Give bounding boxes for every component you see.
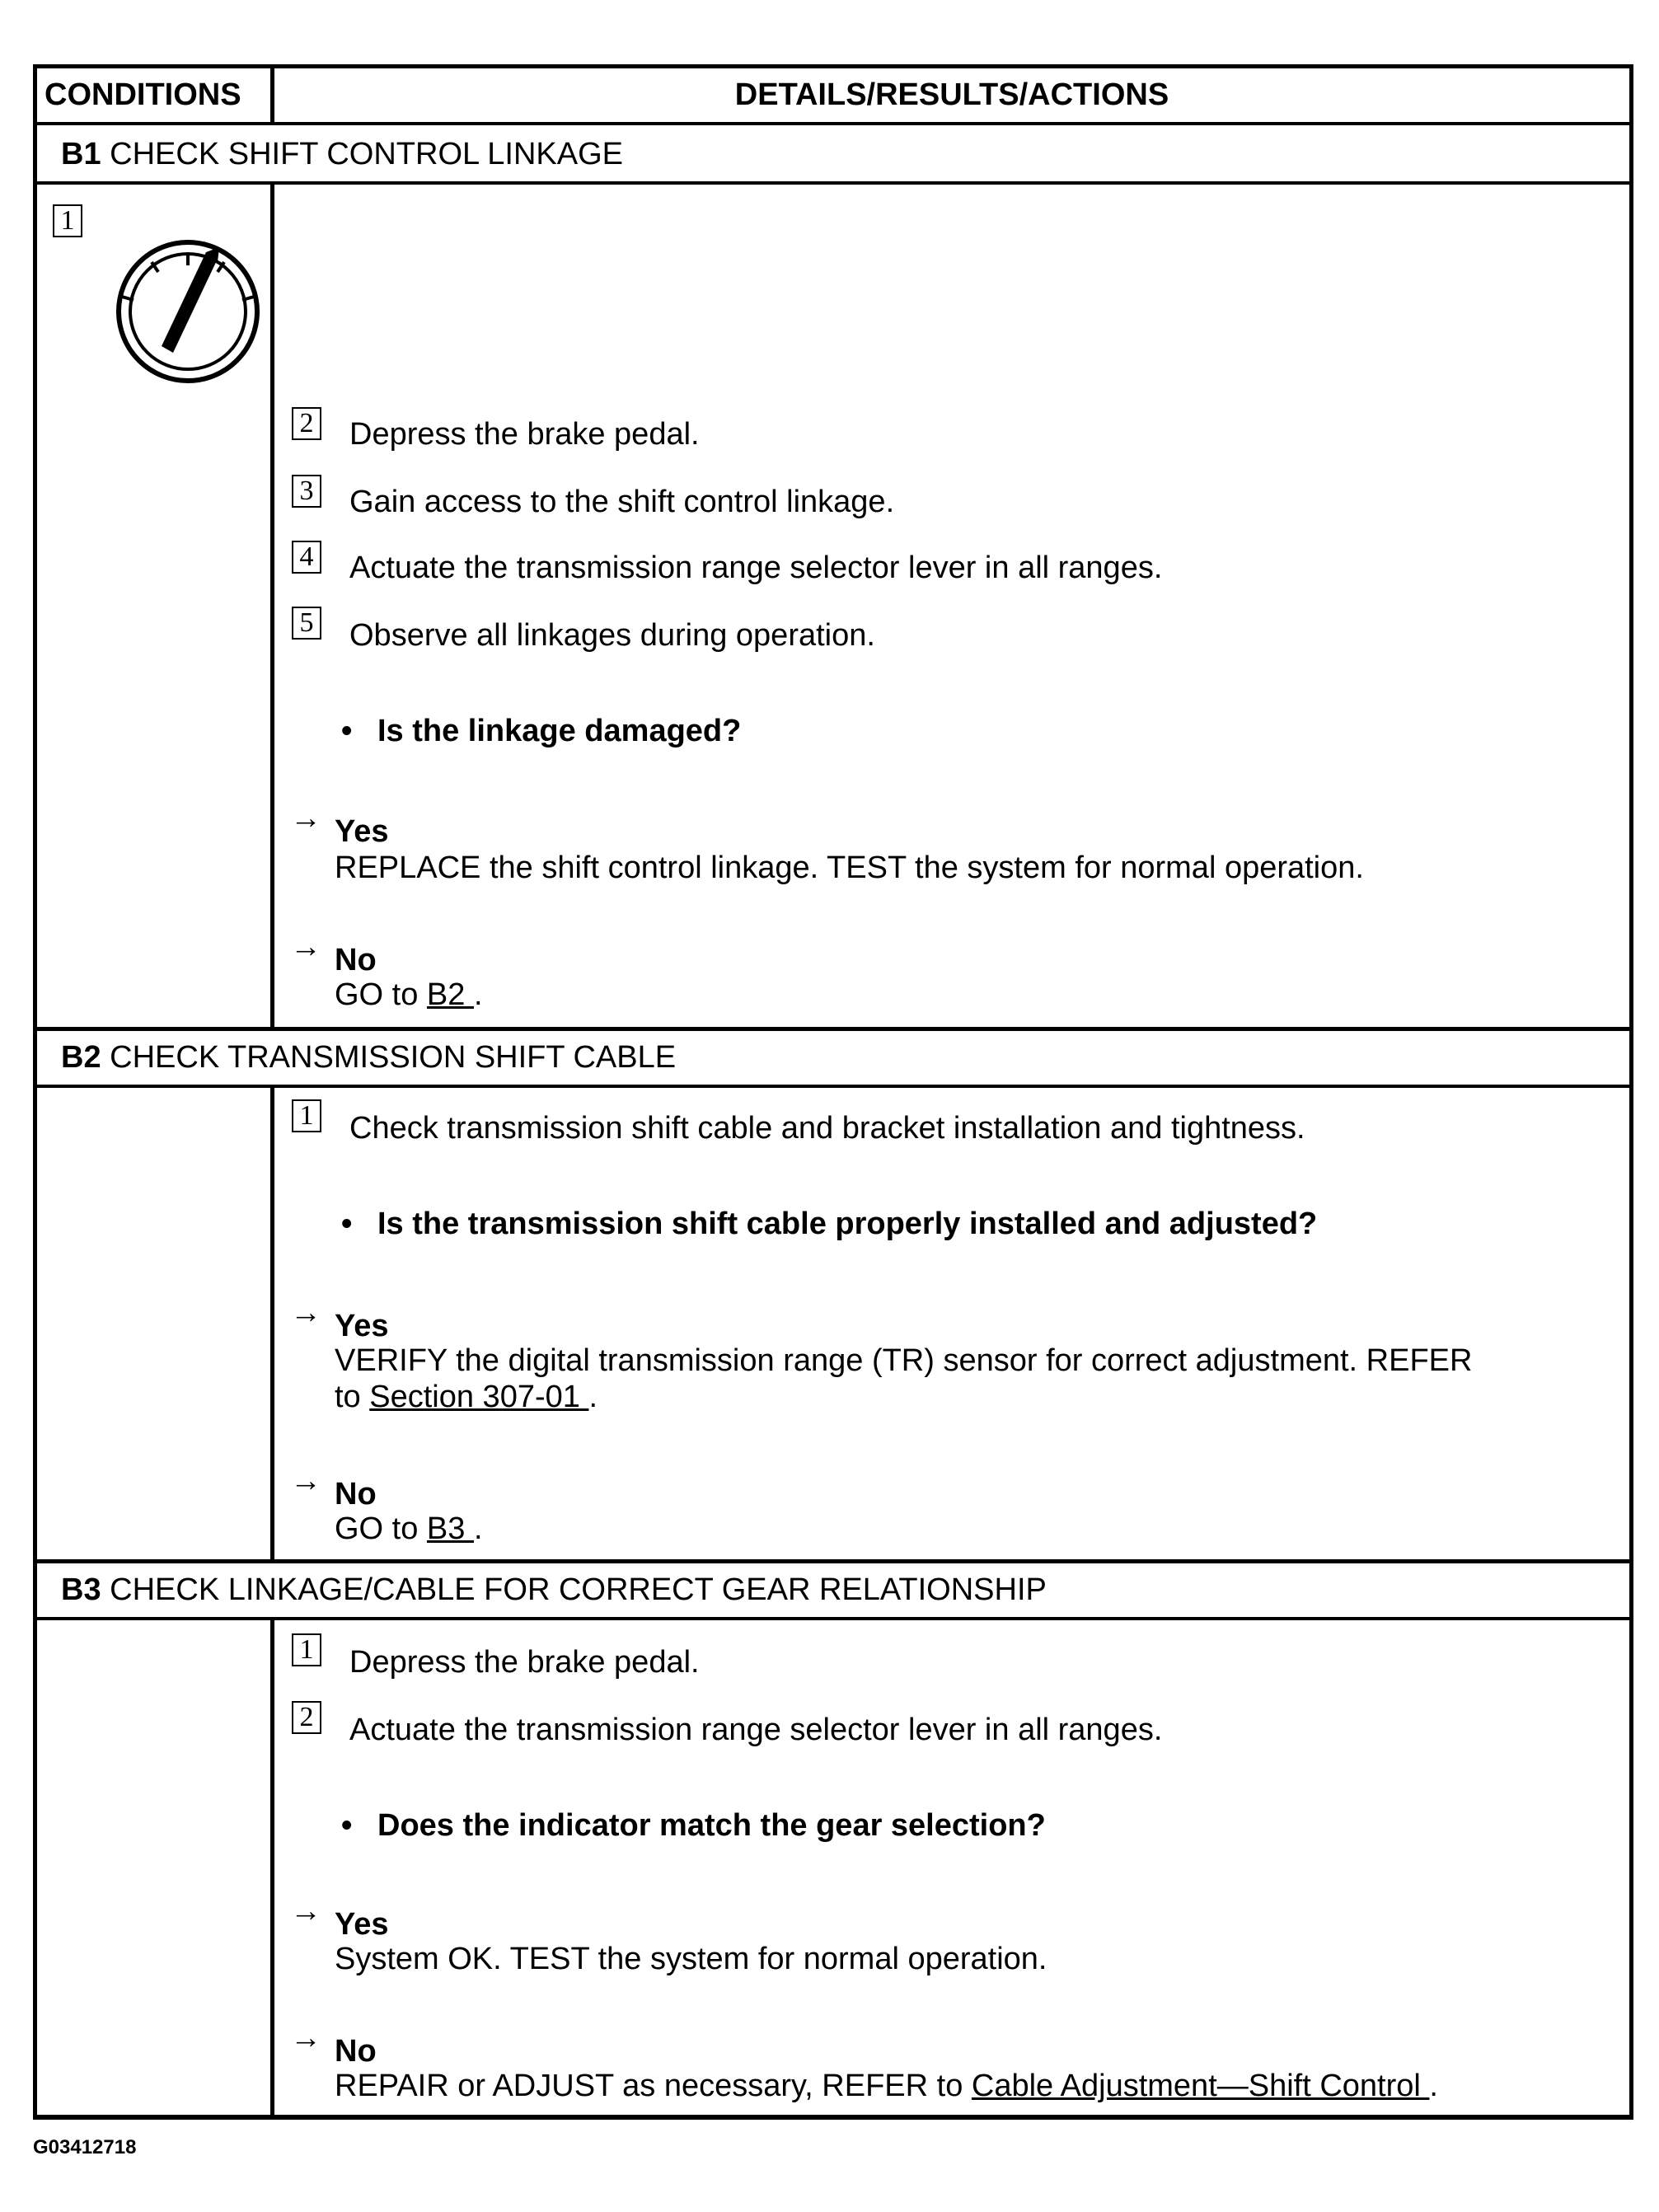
no-action (335, 1510, 483, 1548)
step-text: Actuate the transmission range selector lever in all ranges. (349, 1713, 1163, 1747)
step-number-box: 1 (53, 204, 82, 237)
no-action (335, 976, 483, 1014)
no-action-suffix: . (473, 1511, 483, 1546)
section-code: B1 (61, 137, 101, 171)
goto-b2-link[interactable]: B2 (426, 977, 474, 1012)
figure-id: G03412718 (33, 2136, 137, 2158)
no-label: No (335, 943, 377, 977)
yes-action-prefix: to (335, 1380, 370, 1414)
question-bullet (341, 714, 741, 749)
step-number-box: 2 (292, 1701, 321, 1734)
step-number-box: 2 (292, 407, 321, 440)
no-label: No (335, 1477, 377, 1511)
section-b2-title (61, 1040, 676, 1076)
bullet-icon: • (341, 1207, 353, 1241)
question-text: Is the transmission shift cable properly installed and adjusted? (377, 1207, 1318, 1241)
section-b1-title (61, 137, 623, 172)
arrow-right-icon: → (290, 1464, 321, 1498)
no-label: No (335, 2034, 377, 2069)
bullet-icon: • (341, 714, 353, 748)
step-number-box: 1 (292, 1099, 321, 1132)
no-action-suffix: . (473, 977, 483, 1012)
column-divider-b1 (270, 183, 274, 1029)
yes-action: System OK. TEST the system for normal operation. (335, 1942, 1047, 1976)
arrow-right-icon: → (290, 2021, 321, 2055)
arrow-right-icon: → (290, 1894, 321, 1928)
no-action-prefix: GO to (335, 977, 427, 1012)
arrow-right-icon: → (290, 801, 321, 836)
section-title-text: CHECK LINKAGE/CABLE FOR CORRECT GEAR RELATIONSHIP (110, 1572, 1047, 1607)
no-action (335, 2067, 1438, 2105)
question-text: Does the indicator match the gear selection? (377, 1808, 1046, 1843)
question-text: Is the linkage damaged? (377, 714, 742, 748)
ignition-switch-icon (114, 237, 262, 386)
section-title-text: CHECK TRANSMISSION SHIFT CABLE (110, 1040, 677, 1075)
step-text: Gain access to the shift control linkage. (349, 485, 895, 519)
no-action-suffix: . (1429, 2069, 1438, 2103)
header-details: DETAILS/RESULTS/ACTIONS (734, 77, 1169, 112)
section-code: B2 (61, 1040, 101, 1075)
arrow-right-icon: → (290, 1296, 321, 1330)
diagnostic-table (33, 64, 1633, 2120)
question-bullet (341, 1207, 1317, 1242)
yes-action-suffix: . (588, 1380, 598, 1414)
bullet-icon: • (341, 1808, 353, 1843)
yes-label: Yes (335, 814, 389, 849)
step-text: Depress the brake pedal. (349, 417, 700, 452)
column-divider-b3 (270, 1619, 274, 2116)
step-text: Check transmission shift cable and bracket installation and tightness. (349, 1111, 1305, 1146)
column-divider-b2 (270, 1086, 274, 1561)
section-b3-title (61, 1572, 1047, 1608)
yes-action: REPLACE the shift control linkage. TEST the system for normal operation. (335, 851, 1364, 885)
header-conditions: CONDITIONS (45, 77, 241, 112)
step-text: Observe all linkages during operation. (349, 618, 875, 653)
yes-label: Yes (335, 1907, 389, 1942)
section-307-01-link[interactable]: Section 307-01 (369, 1380, 589, 1414)
table-border-right (1629, 64, 1633, 2120)
step-number-box: 5 (292, 607, 321, 640)
step-text: Depress the brake pedal. (349, 1645, 700, 1680)
goto-b3-link[interactable]: B3 (426, 1511, 474, 1546)
section-title-text: CHECK SHIFT CONTROL LINKAGE (110, 137, 624, 171)
step-number-box: 3 (292, 475, 321, 508)
step-number-box: 4 (292, 541, 321, 574)
yes-label: Yes (335, 1309, 389, 1343)
yes-action: VERIFY the digital transmission range (TR) sensor for correct adjustment. REFER (335, 1343, 1473, 1378)
question-bullet (341, 1808, 1046, 1844)
no-action-prefix: GO to (335, 1511, 427, 1546)
yes-action-continued (335, 1378, 598, 1416)
step-text: Actuate the transmission range selector lever in all ranges. (349, 551, 1163, 585)
step-number-box: 1 (292, 1633, 321, 1666)
cable-adjustment-link[interactable]: Cable Adjustment—Shift Control (971, 2069, 1430, 2103)
section-code: B3 (61, 1572, 101, 1607)
arrow-right-icon: → (290, 930, 321, 964)
no-action-prefix: REPAIR or ADJUST as necessary, REFER to (335, 2069, 972, 2103)
table-border-left (33, 64, 37, 2120)
